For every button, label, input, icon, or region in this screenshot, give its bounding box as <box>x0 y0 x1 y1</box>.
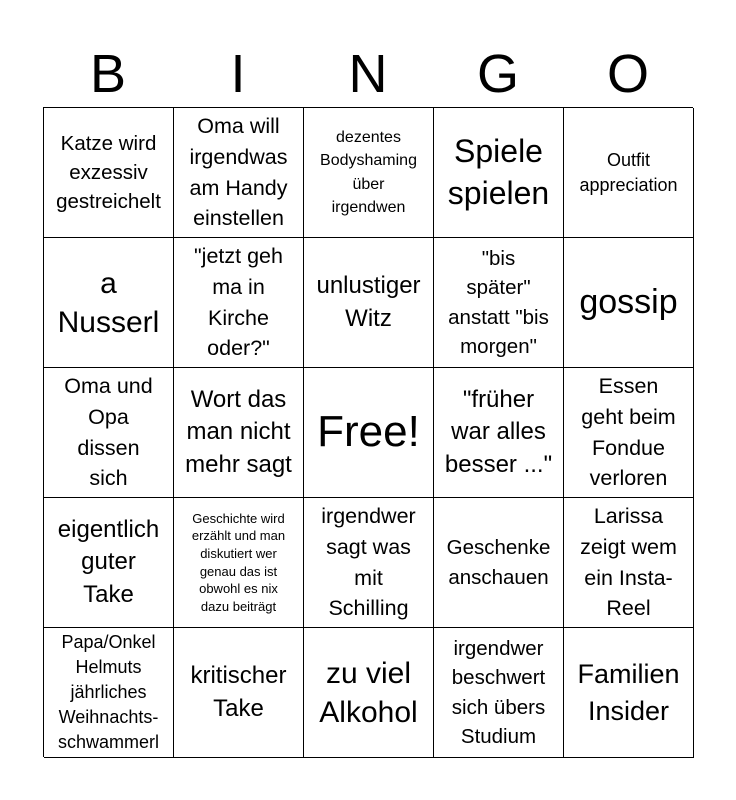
bingo-cell-r1-c3[interactable] <box>304 108 434 238</box>
header-letter-b: B <box>89 44 127 104</box>
bingo-cell-r3-c3[interactable] <box>304 368 434 498</box>
bingo-cell-r2-c2[interactable] <box>174 238 304 368</box>
bingo-cell-r1-c2[interactable] <box>174 108 304 238</box>
cell-text: Essen geht beim Fondue verloren <box>581 374 676 491</box>
header-letter-o: O <box>606 44 649 104</box>
bingo-cell-r1-c4[interactable] <box>434 108 564 238</box>
cell-text: gossip <box>579 283 678 322</box>
bingo-cell-r4-c1[interactable] <box>44 498 174 628</box>
cell-text: "früher war alles besser ..." <box>444 385 553 478</box>
cell-text: Geschichte wird erzählt und man diskutiert wer genau das ist obwohl es nix dazu beiträgt <box>191 510 286 614</box>
cell-text: Papa/Onkel Helmuts jährliches Weihnachts- schwammerl <box>57 632 159 752</box>
bingo-cell-r2-c1[interactable] <box>44 238 174 368</box>
bingo-cell-r1-c5[interactable] <box>564 108 694 238</box>
cell-text: "bis später" anstatt "bis morgen" <box>448 247 549 358</box>
cell-text: zu viel Alkohol <box>319 656 418 729</box>
bingo-cell-r4-c4[interactable] <box>434 498 564 628</box>
bingo-cell-r4-c3[interactable] <box>304 498 434 628</box>
bingo-cell-r5-c4[interactable] <box>434 628 564 758</box>
bingo-cell-r2-c3[interactable] <box>304 238 434 368</box>
cell-text: eigentlich guter Take <box>57 515 160 608</box>
bingo-cell-r4-c2[interactable] <box>174 498 304 628</box>
cell-text: Larissa zeigt wem ein Insta- Reel <box>580 504 677 621</box>
cell-text: Outfit appreciation <box>579 149 678 195</box>
cell-text: Katze wird exzessiv gestreichelt <box>56 131 161 214</box>
bingo-cell-r5-c5[interactable] <box>564 628 694 758</box>
bingo-cell-r4-c5[interactable] <box>564 498 694 628</box>
bingo-card-grid <box>43 107 693 757</box>
bingo-cell-r3-c1[interactable] <box>44 368 174 498</box>
bingo-cell-r2-c5[interactable] <box>564 238 694 368</box>
bingo-cell-r3-c5[interactable] <box>564 368 694 498</box>
cell-text: Oma will irgendwas am Handy einstellen <box>189 114 288 231</box>
cell-text: irgendwer beschwert sich übers Studium <box>451 637 546 748</box>
cell-text: kritischer Take <box>190 662 287 722</box>
cell-text: irgendwer sagt was mit Schilling <box>321 504 416 621</box>
free-space-label: Free! <box>317 407 420 457</box>
header-letter-n: N <box>348 44 388 104</box>
cell-text: Spiele spielen <box>447 132 550 211</box>
cell-text: dezentes Bodyshaming über irgendwen <box>320 129 417 216</box>
bingo-cell-r5-c1[interactable] <box>44 628 174 758</box>
cell-text: unlustiger Witz <box>316 272 421 332</box>
bingo-cell-r5-c3[interactable] <box>304 628 434 758</box>
cell-text: Wort das man nicht mehr sagt <box>185 385 292 478</box>
bingo-cell-r5-c2[interactable] <box>174 628 304 758</box>
bingo-cell-r3-c4[interactable] <box>434 368 564 498</box>
bingo-cell-r3-c2[interactable] <box>174 368 304 498</box>
cell-text: Oma und Opa dissen sich <box>64 374 153 491</box>
bingo-cell-r1-c1[interactable] <box>44 108 174 238</box>
header-letter-g: G <box>476 44 519 104</box>
cell-text: Familien Insider <box>577 659 680 726</box>
cell-text: a Nusserl <box>57 266 160 339</box>
cell-text: "jetzt geh ma in Kirche oder?" <box>194 244 283 361</box>
header-letter-i: I <box>230 44 246 104</box>
cell-text: Geschenke anschauen <box>446 536 551 589</box>
bingo-cell-r2-c4[interactable] <box>434 238 564 368</box>
bingo-header <box>43 40 693 108</box>
